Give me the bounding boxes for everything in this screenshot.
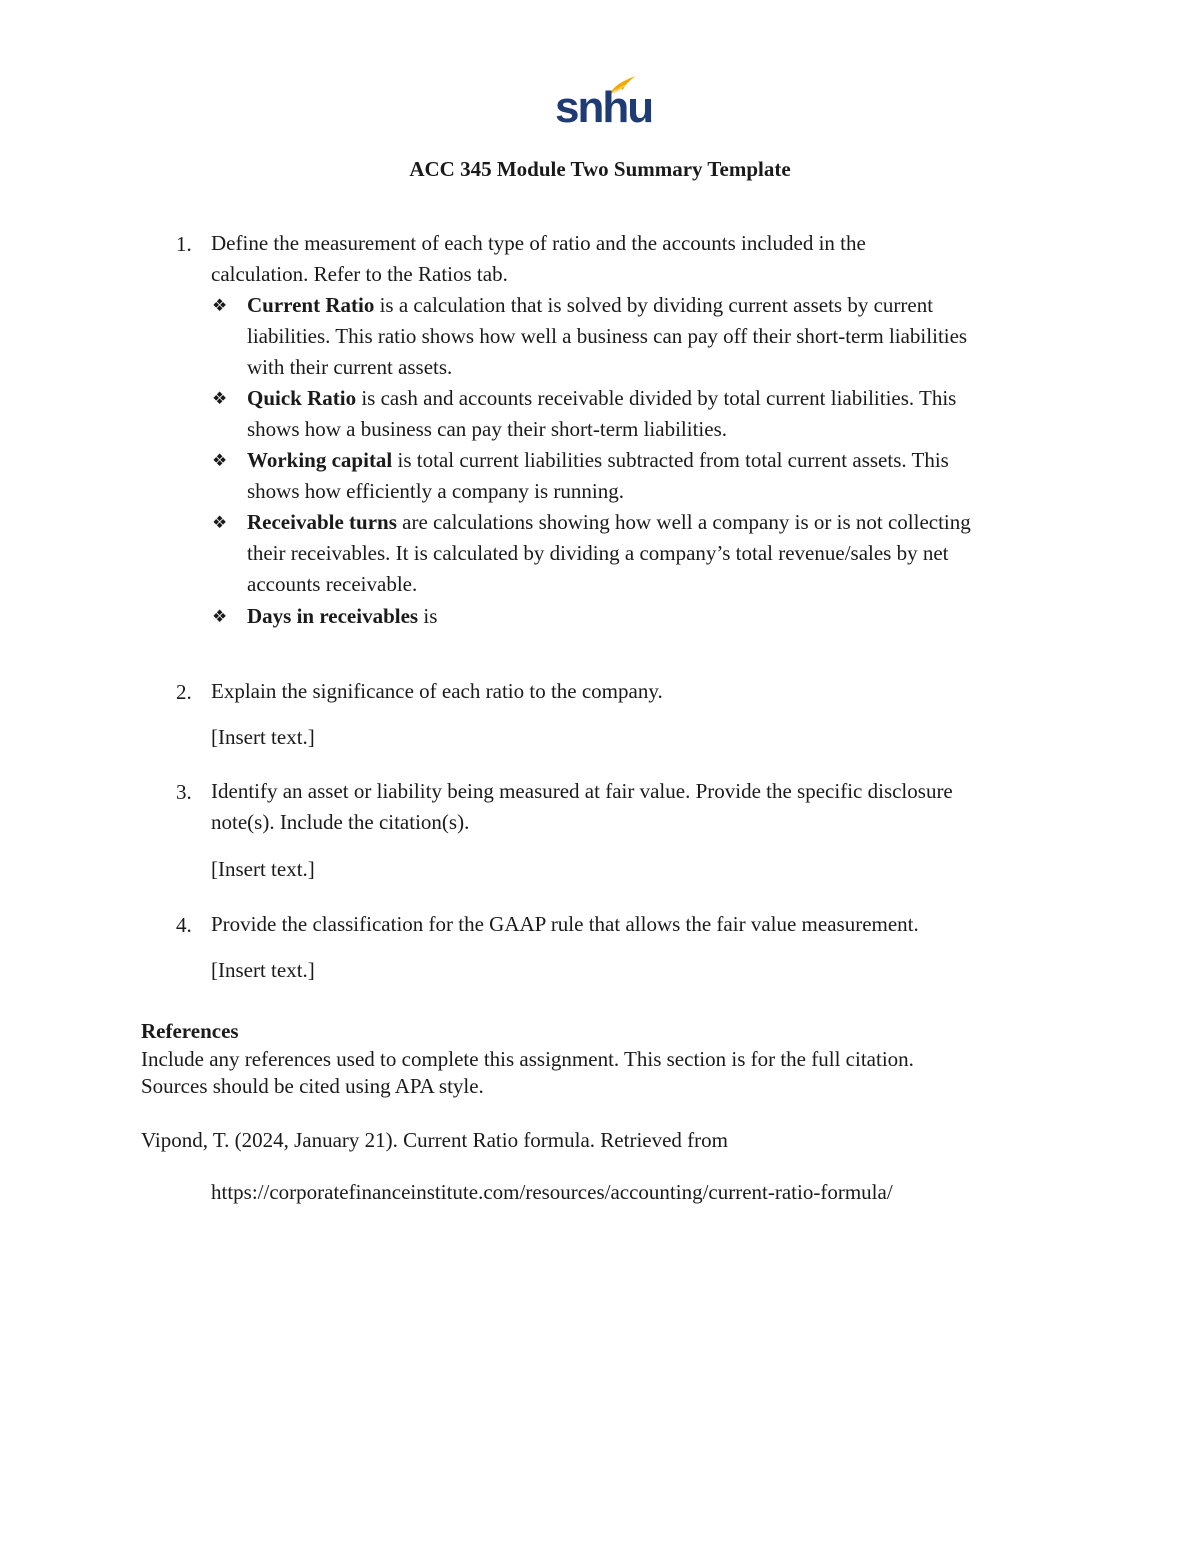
q2-number: 2. — [176, 680, 192, 704]
bullet-receivable-turns-line-1 — [247, 507, 971, 538]
term-current-ratio: Current Ratio — [247, 293, 375, 317]
bullet-text: is cash and accounts receivable divided by total current liabilities. This — [356, 386, 957, 410]
bullet-days-in-receivables — [247, 601, 437, 632]
term-receivable-turns: Receivable turns — [247, 510, 397, 534]
diamond-bullet-icon: ❖ — [212, 607, 228, 626]
q3-answer: [Insert text.] — [211, 857, 315, 881]
q4-answer: [Insert text.] — [211, 958, 315, 982]
reference-citation: Vipond, T. (2024, January 21). Current Ratio formula. Retrieved from — [141, 1128, 728, 1152]
bullet-text: is — [418, 604, 438, 628]
bullet-quick-ratio-line-1 — [247, 383, 956, 414]
q1-line-2: calculation. Refer to the Ratios tab. — [211, 262, 508, 286]
reference-url[interactable]: https://corporatefinanceinstitute.com/resources/accounting/current-ratio-formula/ — [211, 1180, 893, 1204]
snhu-logo — [555, 74, 653, 132]
page-title: ACC 345 Module Two Summary Template — [409, 157, 791, 181]
diamond-bullet-icon: ❖ — [212, 451, 228, 470]
term-days-in-receivables: Days in receivables — [247, 604, 419, 628]
q3-line-1: Identify an asset or liability being measured at fair value. Provide the specific disclosure — [211, 779, 953, 803]
bullet-working-capital-line-2: shows how efficiently a company is running. — [247, 479, 624, 503]
q1-number: 1. — [176, 232, 192, 256]
bullet-working-capital-line-1 — [247, 445, 949, 476]
q1-line-1: Define the measurement of each type of ratio and the accounts included in the — [211, 231, 866, 255]
diamond-bullet-icon: ❖ — [212, 296, 228, 315]
bullet-current-ratio-line-1 — [247, 290, 933, 321]
q3-number: 3. — [176, 780, 192, 804]
references-instructions-line-1: Include any references used to complete this assignment. This section is for the full citation. — [141, 1047, 914, 1071]
q4-text: Provide the classification for the GAAP rule that allows the fair value measurement. — [211, 912, 919, 936]
diamond-bullet-icon: ❖ — [212, 389, 228, 408]
bullet-receivable-turns-line-3: accounts receivable. — [247, 572, 418, 596]
q2-answer: [Insert text.] — [211, 725, 315, 749]
bullet-receivable-turns-line-2: their receivables. It is calculated by dividing a company’s total revenue/sales by net — [247, 541, 949, 565]
bullet-text: is a calculation that is solved by dividing current assets by current — [374, 293, 934, 317]
q4-number: 4. — [176, 913, 192, 937]
bullet-text: is total current liabilities subtracted from total current assets. This — [392, 448, 949, 472]
q2-text: Explain the significance of each ratio to the company. — [211, 679, 663, 703]
term-quick-ratio: Quick Ratio — [247, 386, 357, 410]
bullet-quick-ratio-line-2: shows how a business can pay their short-term liabilities. — [247, 417, 727, 441]
bullet-current-ratio-line-3: with their current assets. — [247, 355, 453, 379]
references-instructions-line-2: Sources should be cited using APA style. — [141, 1074, 484, 1098]
bullet-text: are calculations showing how well a company is or is not collecting — [396, 510, 971, 534]
logo-text: snhu — [555, 83, 653, 132]
q3-line-2: note(s). Include the citation(s). — [211, 810, 470, 834]
bullet-current-ratio-line-2: liabilities. This ratio shows how well a business can pay off their short-term liabilities — [247, 324, 968, 348]
diamond-bullet-icon: ❖ — [212, 513, 228, 532]
term-working-capital: Working capital — [247, 448, 393, 472]
references-heading: References — [141, 1019, 239, 1043]
